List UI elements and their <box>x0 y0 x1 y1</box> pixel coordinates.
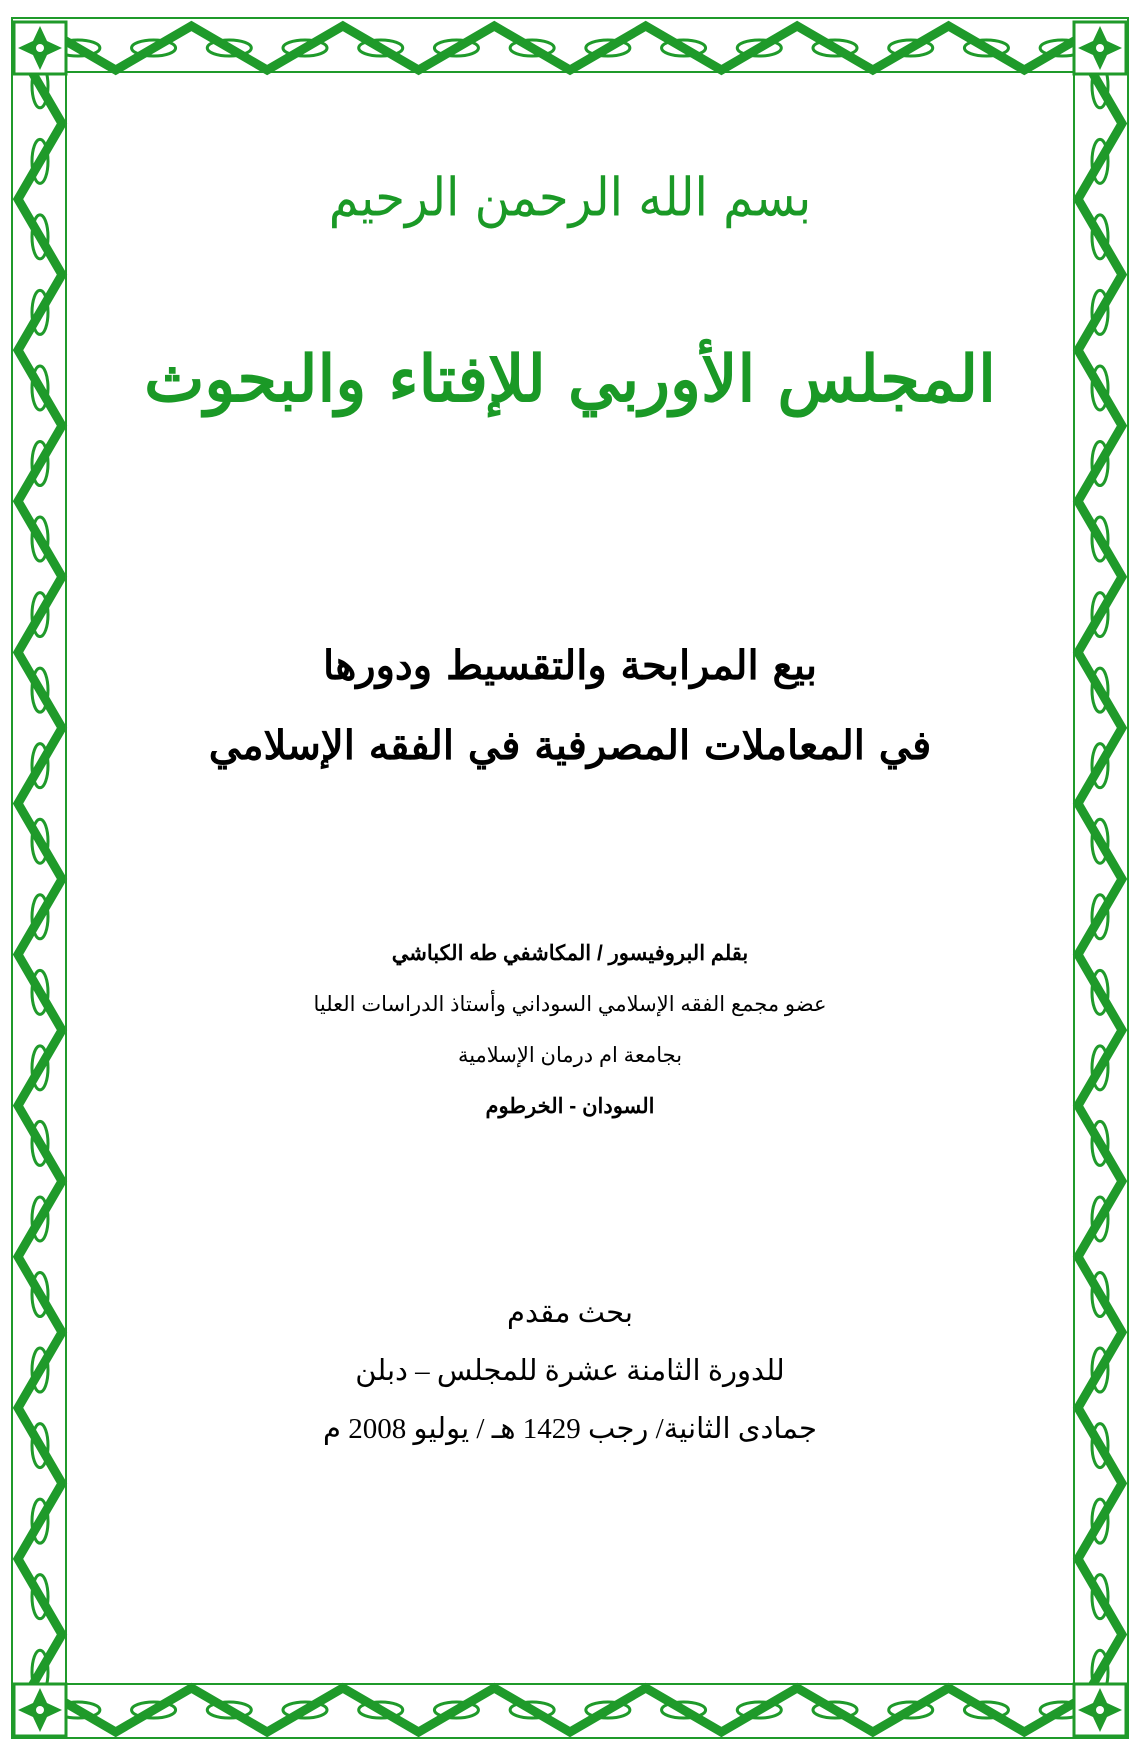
frame-right-ornament <box>1097 835 1103 847</box>
frame-right-ornament <box>1097 1213 1103 1225</box>
frame-right-ornament <box>1097 911 1103 923</box>
frame-top-ornament <box>375 45 387 51</box>
frame-bottom-ornament <box>375 1707 387 1713</box>
frame-top-ornament <box>72 45 84 51</box>
frame-outer-line <box>12 18 1128 1738</box>
council-logo-calligraphy: المجلس الأوربي للإفتاء والبحوث <box>144 342 996 417</box>
frame-top-ornament <box>829 45 841 51</box>
frame-bottom-ornament <box>526 1707 538 1713</box>
frame-right-ornament <box>1097 533 1103 545</box>
frame-bottom-ornament <box>829 1707 841 1713</box>
frame-left-ornament <box>37 533 43 545</box>
author-location: السودان - الخرطوم <box>485 1095 655 1118</box>
frame-left-ornament <box>37 609 43 621</box>
frame-right-ornament <box>1097 155 1103 167</box>
frame-bottom-ornament <box>1056 1707 1068 1713</box>
author-position: عضو مجمع الفقه الإسلامي السوداني وأستاذ الدراسات العليا <box>313 993 827 1016</box>
frame-left-zigzag <box>18 48 62 1710</box>
presentation-block <box>0 1284 1140 1458</box>
frame-bottom-ornament <box>602 1707 614 1713</box>
frame-bottom-ornament <box>678 1707 690 1713</box>
frame-right-ornament <box>1097 1591 1103 1603</box>
title-line-2: في المعاملات المصرفية في الفقه الإسلامي <box>208 722 932 769</box>
frame-left-ornament <box>37 306 43 318</box>
frame-bottom-ornament <box>223 1707 235 1713</box>
frame-top-ornament <box>602 45 614 51</box>
frame-top-ornament <box>678 45 690 51</box>
frame-top-ornament <box>1056 45 1068 51</box>
frame-top-ornament <box>980 45 992 51</box>
corner-star-center <box>1096 1706 1104 1714</box>
frame-top-ornament <box>905 45 917 51</box>
frame-bottom-ornament <box>299 1707 311 1713</box>
title-line-1: بيع المرابحة والتقسيط ودورها <box>323 642 817 689</box>
frame-right-ornament <box>1097 1666 1103 1678</box>
frame-top-ornament <box>450 45 462 51</box>
frame-right-zigzag <box>1078 48 1122 1710</box>
frame-left-ornament <box>37 458 43 470</box>
frame-top-ornament <box>148 45 160 51</box>
frame-left-ornament <box>37 1666 43 1678</box>
frame-bottom-ornament <box>753 1707 765 1713</box>
frame-right-ornament <box>1097 306 1103 318</box>
frame-left-ornament <box>37 80 43 92</box>
frame-right-ornament <box>1097 458 1103 470</box>
author-byline: بقلم البروفيسور / المكاشفي طه الكباشي <box>391 942 749 965</box>
frame-left-ornament <box>37 231 43 243</box>
frame-left-ornament <box>37 911 43 923</box>
frame-top-ornament <box>753 45 765 51</box>
corner-star-center <box>36 1706 44 1714</box>
frame-right-ornament <box>1097 80 1103 92</box>
presentation-session: للدورة الثامنة عشرة للمجلس – دبلن <box>355 1355 785 1387</box>
document-title <box>0 626 1140 786</box>
frame-left-ornament <box>37 1515 43 1527</box>
frame-bottom-ornament <box>450 1707 462 1713</box>
corner-star-center <box>1096 44 1104 52</box>
frame-left-ornament <box>37 155 43 167</box>
presentation-date: جمادى الثانية/ رجب 1429 هـ / يوليو 2008 م <box>323 1413 817 1445</box>
frame-bottom-ornament <box>980 1707 992 1713</box>
frame-left-ornament <box>37 1137 43 1149</box>
frame-right-ornament <box>1097 1515 1103 1527</box>
frame-top-zigzag <box>40 26 1100 70</box>
presentation-label: بحث مقدم <box>507 1297 633 1329</box>
frame-right-ornament <box>1097 1137 1103 1149</box>
author-block <box>0 928 1140 1132</box>
frame-left-ornament <box>37 1591 43 1603</box>
frame-top-ornament <box>223 45 235 51</box>
basmala-calligraphy: بسم الله الرحمن الرحيم <box>328 167 812 229</box>
frame-bottom-zigzag <box>40 1688 1100 1732</box>
frame-left-ornament <box>37 1213 43 1225</box>
frame-top-ornament <box>526 45 538 51</box>
frame-right-ornament <box>1097 609 1103 621</box>
frame-bottom-ornament <box>905 1707 917 1713</box>
frame-top-ornament <box>299 45 311 51</box>
frame-right-ornament <box>1097 231 1103 243</box>
frame-left-ornament <box>37 835 43 847</box>
corner-star-center <box>36 44 44 52</box>
author-university: بجامعة ام درمان الإسلامية <box>457 1044 683 1067</box>
frame-bottom-ornament <box>72 1707 84 1713</box>
frame-bottom-ornament <box>148 1707 160 1713</box>
